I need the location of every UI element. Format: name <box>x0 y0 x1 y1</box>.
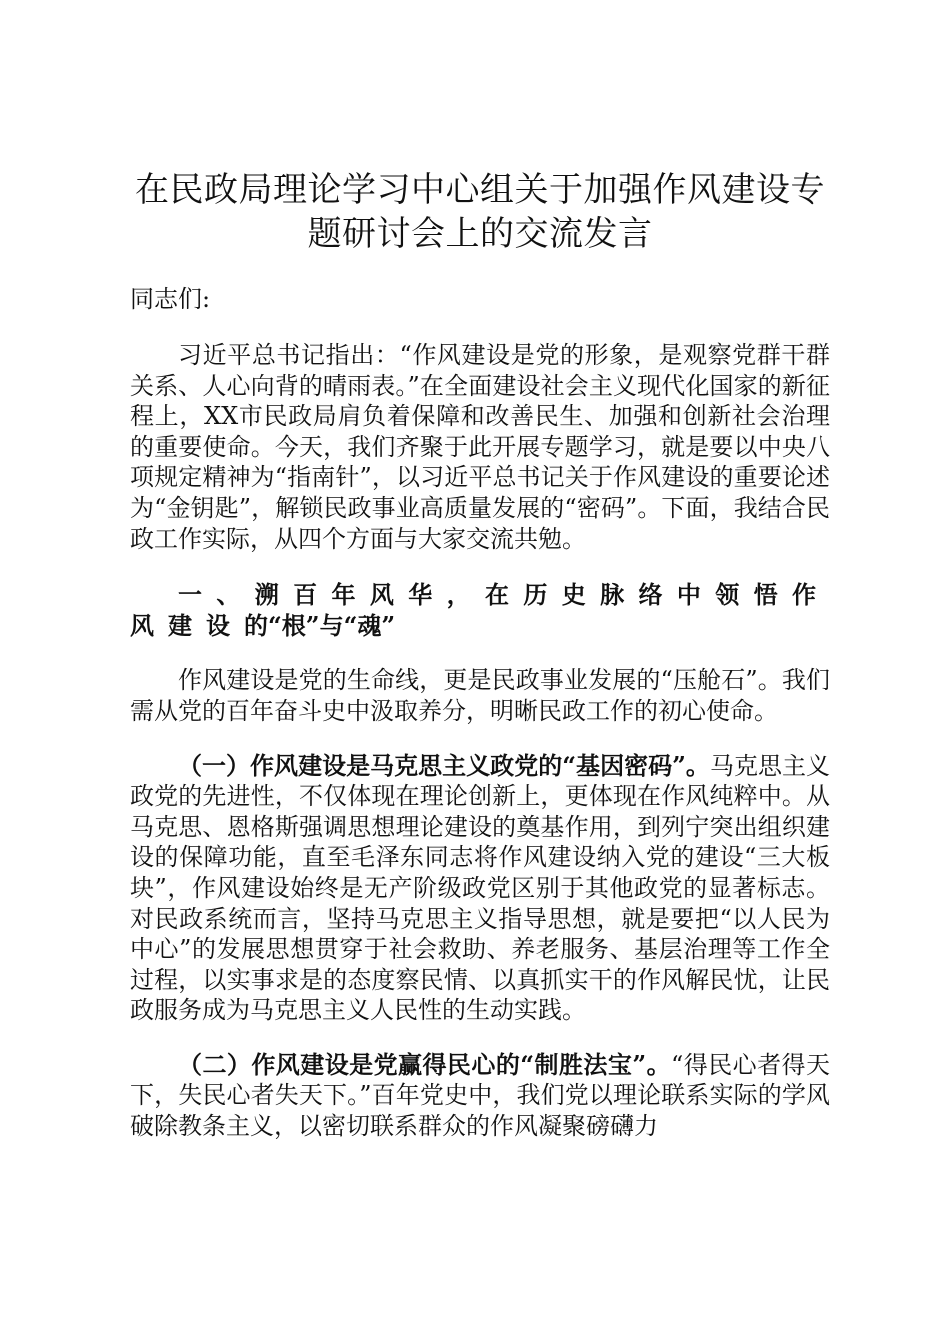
subsection-2-body: “得民心者得天下，失民心者失天下。”百年党史中，我们党以理论联系实际的学风破除教条主义，以密切联系群众的作风凝聚磅礴力 <box>130 1050 830 1141</box>
section-heading <box>130 580 830 641</box>
intro-paragraph: 习近平总书记指出：“作风建设是党的形象，是观察党群干群关系、人心向背的晴雨表。”在全面建设社会主义现代化国家的新征程上，XX市民政局肩负着保障和改善民生、加强和创新社会治理的重要使命。今天，我们齐聚于此开展专题学习，就是要以中央八项规定精神为“指南针”，以习近平总书记关于作风建设的重要论述为“金钥匙”，解锁民政事业高质量发展的“密码”。下面，我结合民政工作实际，从四个方面与大家交流共勉。 <box>130 341 830 553</box>
document-page <box>130 168 830 1142</box>
document-title: 在民政局理论学习中心组关于加强作风建设专题研讨会上的交流发言 <box>135 170 825 254</box>
subsection-1-paragraph <box>130 751 830 1026</box>
section-heading-line1: 一、溯百年风华，在历史脉络中领悟作风建设 <box>130 580 830 640</box>
section-lead-paragraph: 作风建设是党的生命线，更是民政事业发展的“压舱石”。我们需从党的百年奋斗史中汲取养分，明晰民政工作的初心使命。 <box>130 666 830 725</box>
subsection-2-paragraph <box>130 1050 830 1142</box>
subsection-1-title: （一）作风建设是马克思主义政党的“基因密码”。 <box>178 750 710 780</box>
salutation: 同志们: <box>130 285 211 313</box>
subsection-1-body: 马克思主义政党的先进性，不仅体现在理论创新上，更体现在作风纯粹中。从马克思、恩格斯强调思想理论建设的奠基作用，到列宁突出组织建设的保障功能，直至毛泽东同志将作风建设纳入党的建设“三大板块”，作风建设始终是无产阶级政党区别于其他政党的显著标志。对民政系统而言，坚持马克思主义指导思想，就是要把“以人民为中心”的发展思想贯穿于社会救助、养老服务、基层治理等工作全过程，以实事求是的态度察民情、以真抓实干的作风解民忧，让民政服务成为马克思主义人民性的生动实践。 <box>130 751 831 1025</box>
subsection-2-title: （二）作风建设是党赢得民心的“制胜法宝”。 <box>178 1049 672 1079</box>
section-heading-line2: 的“根”与“魂” <box>244 610 396 640</box>
